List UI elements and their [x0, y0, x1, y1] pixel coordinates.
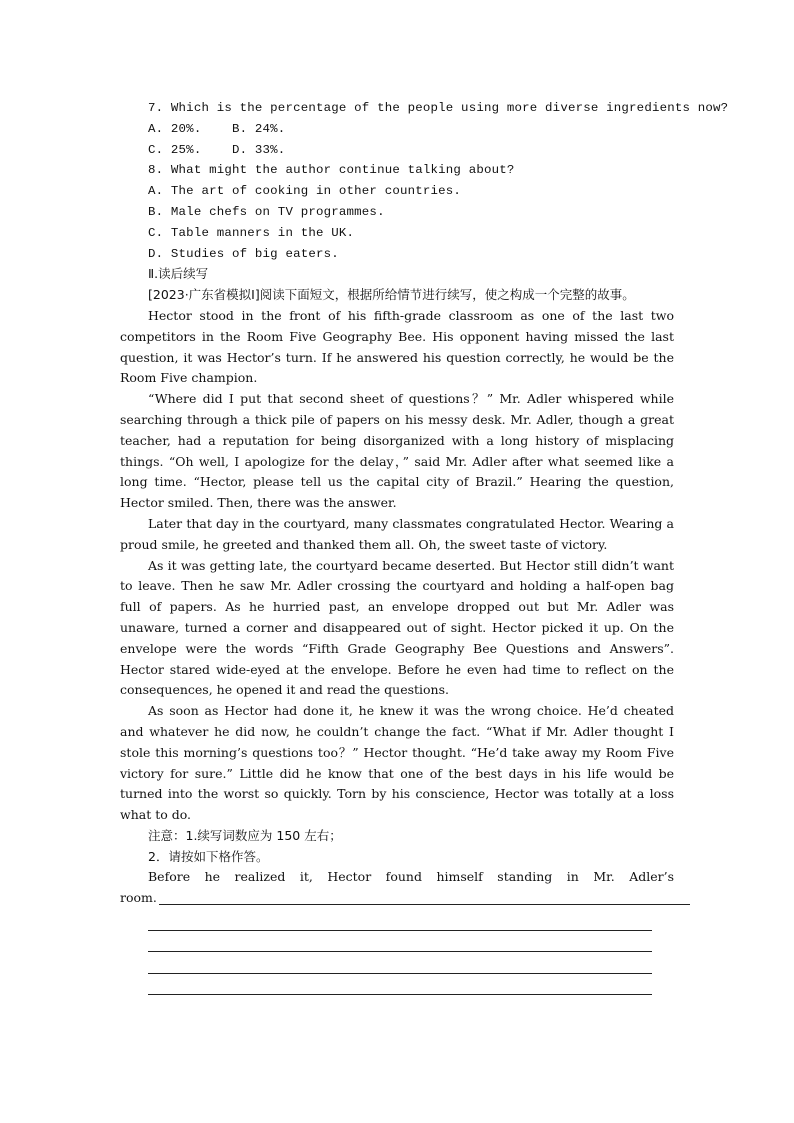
- section-heading: Ⅱ.读后续写: [148, 266, 209, 282]
- writing-prompt-end: room.: [120, 890, 157, 906]
- note-format: 2．请按如下格作答。: [148, 848, 269, 864]
- passage-paragraph: “Where did I put that second sheet of questions？” Mr. Adler whispered while searching through a thick pile of papers on his messy desk. Mr. Adler, though a great teacher, had a reputation for being disorganized with a long history of misplacing things. “Oh well, I apologize for the delay，” said Mr. Adler after what seemed like a long time. “Hector, please tell us the capital city of Brazil.” Hearing the question, Hector smiled. Then, there was the answer.: [120, 391, 674, 511]
- answer-line[interactable]: [148, 909, 652, 931]
- passage-paragraph: As it was getting late, the courtyard became deserted. But Hector still didn’t want to leave. Then he saw Mr. Adler crossing the courtyard and holding a half-open bag full of papers. As he hurried past, an envelope dropped out but Mr. Adler was unaware, turned a corner and disappeared out of sight. Hector picked it up. On the envelope were the words “Fifth Grade Geography Bee Questions and Answers”. Hector stared wide-eyed at the envelope. Before he even had time to reflect on the consequences, he opened it and read the questions.: [120, 557, 674, 698]
- question-8-option-d: D. Studies of big eaters.: [148, 246, 339, 261]
- answer-line[interactable]: [148, 931, 652, 953]
- passage-paragraph: As soon as Hector had done it, he knew it was the wrong choice. He’d cheated and whatever he did now, he couldn’t change the fact. “What if Mr. Adler thought I stole this morning’s questions too？” Hector thought. “He’d take away my Room Five victory for sure.” Little did he know that one of the best days in his life would be turned into the worst so quickly. Torn by his conscience, Hector was totally at a loss what to do.: [120, 703, 674, 823]
- answer-line[interactable]: [159, 904, 690, 905]
- question-8-option-b: B. Male chefs on TV programmes.: [148, 204, 385, 219]
- question-8-stem: 8. What might the author continue talking about?: [148, 163, 515, 178]
- passage-paragraph: Later that day in the courtyard, many classmates congratulated Hector. Wearing a proud smile, he greeted and thanked them all. Oh, the sweet taste of victory.: [120, 515, 674, 552]
- question-7-stem: 7. Which is the percentage of the people using more diverse ingredients now?: [148, 101, 729, 115]
- exam-content: [120, 98, 729, 995]
- writing-first-line: [120, 888, 674, 909]
- question-8-option-a: A. The art of cooking in other countries.: [148, 184, 462, 199]
- section-instruction: [2023·广东省模拟Ⅰ]阅读下面短文，根据所给情节进行续写，使之构成一个完整的故事。: [148, 287, 635, 303]
- note-word-count: 注意：1.续写词数应为 150 左右；: [148, 827, 342, 843]
- answer-line[interactable]: [148, 974, 652, 996]
- question-7-options-row-2: C. 25%. D. 33%.: [148, 142, 286, 157]
- passage-paragraph: Hector stood in the front of his fifth-grade classroom as one of the last two competitors in the Room Five Geography Bee. His opponent having missed the last question, it was Hector’s turn. If he answered his question correctly, he would be the Room Five champion.: [120, 307, 674, 386]
- question-7-options-row-1: A. 20%. B. 24%.: [148, 121, 286, 136]
- answer-line[interactable]: [148, 952, 652, 974]
- question-8-option-c: C. Table manners in the UK.: [148, 225, 355, 240]
- writing-prompt: Before he realized it, Hector found himself standing in Mr. Adler’s: [148, 869, 674, 885]
